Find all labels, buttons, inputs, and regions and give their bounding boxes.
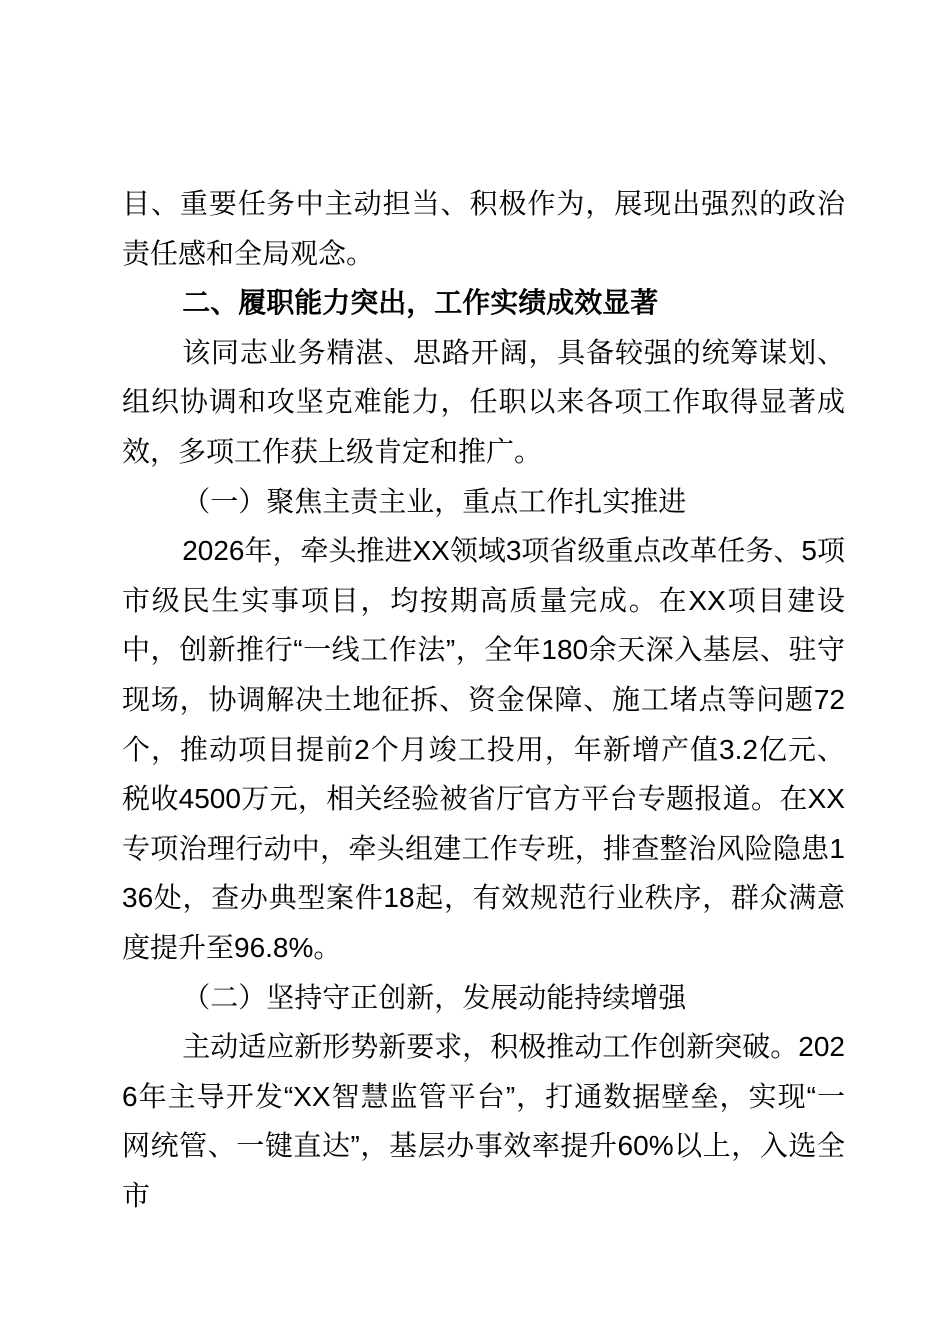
paragraph-continuation: 目、重要任务中主动担当、积极作为，展现出强烈的政治责任感和全局观念。 (122, 188, 845, 269)
paragraph: 该同志业务精湛、思路开阔，具备较强的统筹谋划、组织协调和攻坚克难能力，任职以来各项工作取得显著成效，多项工作获上级肯定和推广。 (122, 336, 845, 467)
paragraph: 主动适应新形势新要求，积极推动工作创新突破。2026年主导开发“XX智慧监管平台”，打通数据壁垒，实现“一网统管、一键直达”，基层办事效率提升60%以上，入选全市 (122, 1031, 845, 1211)
paragraph: 2026年，牵头推进XX领域3项省级重点改革任务、5项市级民生实事项目，均按期高质量完成。在XX项目建设中，创新推行“一线工作法”，全年180余天深入基层、驻守现场，协调解决土地征拆、资金保障、施工堵点等问题72个，推动项目提前2个月竣工投用，年新增产值3.2亿元、税收4500万元，相关经验被省厅官方平台专题报道。在XX专项治理行动中，牵头组建工作专班，排查整治风险隐患136处，查办典型案件18起，有效规范行业秩序，群众满意度提升至96.8%。 (122, 535, 845, 963)
section-heading-2: 二、履职能力突出，工作实绩成效显著 (182, 287, 659, 319)
subsection-heading-2: （二）坚持守正创新，发展动能持续增强 (182, 981, 687, 1013)
subsection-heading-1: （一）聚焦主责主业，重点工作扎实推进 (182, 485, 687, 517)
